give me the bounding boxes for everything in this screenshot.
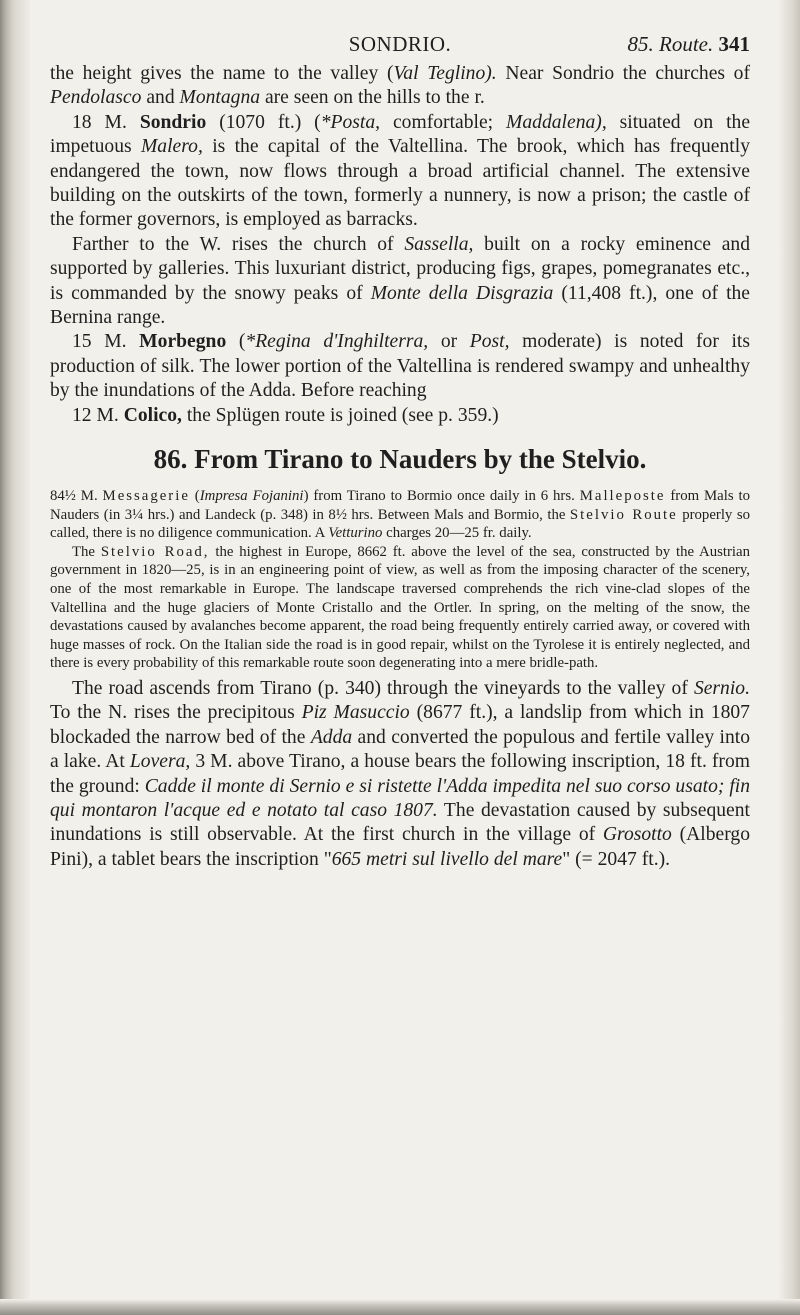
section-ref: 85. Route. — [627, 32, 714, 56]
place-name: Sondrio — [139, 111, 207, 133]
book-page — [50, 32, 750, 872]
page-bottom-shadow — [0, 1299, 800, 1315]
inscription-text: Cadde il monte di Sernio e si ristette l'Adda impedita nel suo corso usato; fin qui montaron l'acque ed e notato tal caso 1807. — [50, 775, 751, 822]
place-name: Colico, — [123, 404, 182, 426]
main-text-continued — [50, 677, 750, 872]
route-heading: 86. From Tirano to Nauders by the Stelvio. — [153, 444, 647, 475]
paragraph: 18 M. Sondrio (1070 ft.) (*Posta, comfortable; Maddalena), situated on the impetuous Malero, is the capital of the Valtellina. The brook, which has frequently endangered the town, now flows through a broad artificial channel. The extensive building on the outskirts of the town, formerly a nunnery, is now a prison; the castle of the former governors, is employed as barracks. — [50, 111, 751, 231]
main-text — [50, 62, 750, 428]
page-number: 341 — [718, 32, 750, 56]
paragraph: The Stelvio Road, the highest in Europe, 8662 ft. above the level of the sea, constructed by the Austrian government in 1820—25, is in an engineering point of view, as well as from the imposing character of the scenery, one of the most remarkable in Europe. The landscape traversed comprehends the rich vine-clad slopes of the Valtellina and the huge glaciers of Monte Cristallo and the Ortler. In spring, on the melting of the snow, the devastations caused by avalanches become apparent, the road being frequently entirely carried away, or covered with huge masses of rock. On the Italian side the road is in good repair, whilst on the Tyrolese it is entirely neglected, and there is every probability of this remarkable route soon degenerating into a mere bridle-path. — [50, 543, 751, 672]
place-name: Morbegno — [139, 331, 227, 353]
book-gutter-shadow — [0, 0, 30, 1315]
running-title: SONDRIO. — [348, 32, 452, 56]
running-header — [50, 32, 750, 62]
paragraph: 84½ M. Messagerie (Impresa Fojanini) from Tirano to Bormio once daily in 6 hrs. Malleposte from Mals to Nauders (in 3¼ hrs.) and Landeck (p. 348) in 8½ hrs. Between Mals and Bormio, the Stelvio Route properly so called, there is no diligence communication. A Vetturino charges 20—25 fr. daily. — [50, 488, 750, 542]
header-right — [628, 32, 750, 57]
paragraph: Farther to the W. rises the church of Sassella, built on a rocky eminence and supported by galleries. This luxuriant district, producing figs, grapes, pomegranates etc., is commanded by the snowy peaks of Monte della Disgrazia (11,408 ft.), one of the Bernina range. — [50, 233, 751, 329]
small-print — [50, 487, 750, 673]
paragraph: the height gives the name to the valley (Val Teglino). Near Sondrio the churches of Pendolasco and Montagna are seen on the hills to the r. — [50, 63, 751, 109]
paragraph: 15 M. Morbegno (*Regina d'Inghilterra, or Post, moderate) is noted for its production of silk. The lower portion of the Valtellina is rendered swampy and unhealthy by the inundations of the Adda. Before reaching — [50, 331, 750, 402]
paragraph: The road ascends from Tirano (p. 340) through the vineyards to the valley of Sernio. To the N. rises the precipitous Piz Masuccio (8677 ft.), a landslip from which in 1807 blockaded the narrow bed of the Adda and converted the populous and fertile valley into a lake. At Lovera, 3 M. above Tirano, a house bears the following inscription, 18 ft. from the ground: Cadde il monte di Sernio e si ristette l'Adda impedita nel suo corso usato; fin qui montaron l'acque ed e notato tal caso 1807. The devastation caused by subsequent inundations is still observable. At the first church in the village of Grosotto (Albergo Pini), a tablet bears the inscription "665 metri sul livello del mare" (= 2047 ft.). — [50, 678, 751, 870]
paragraph: 12 M. Colico, the Splügen route is joined (see p. 359.) — [72, 404, 499, 426]
page-edge-shadow — [778, 0, 800, 1315]
